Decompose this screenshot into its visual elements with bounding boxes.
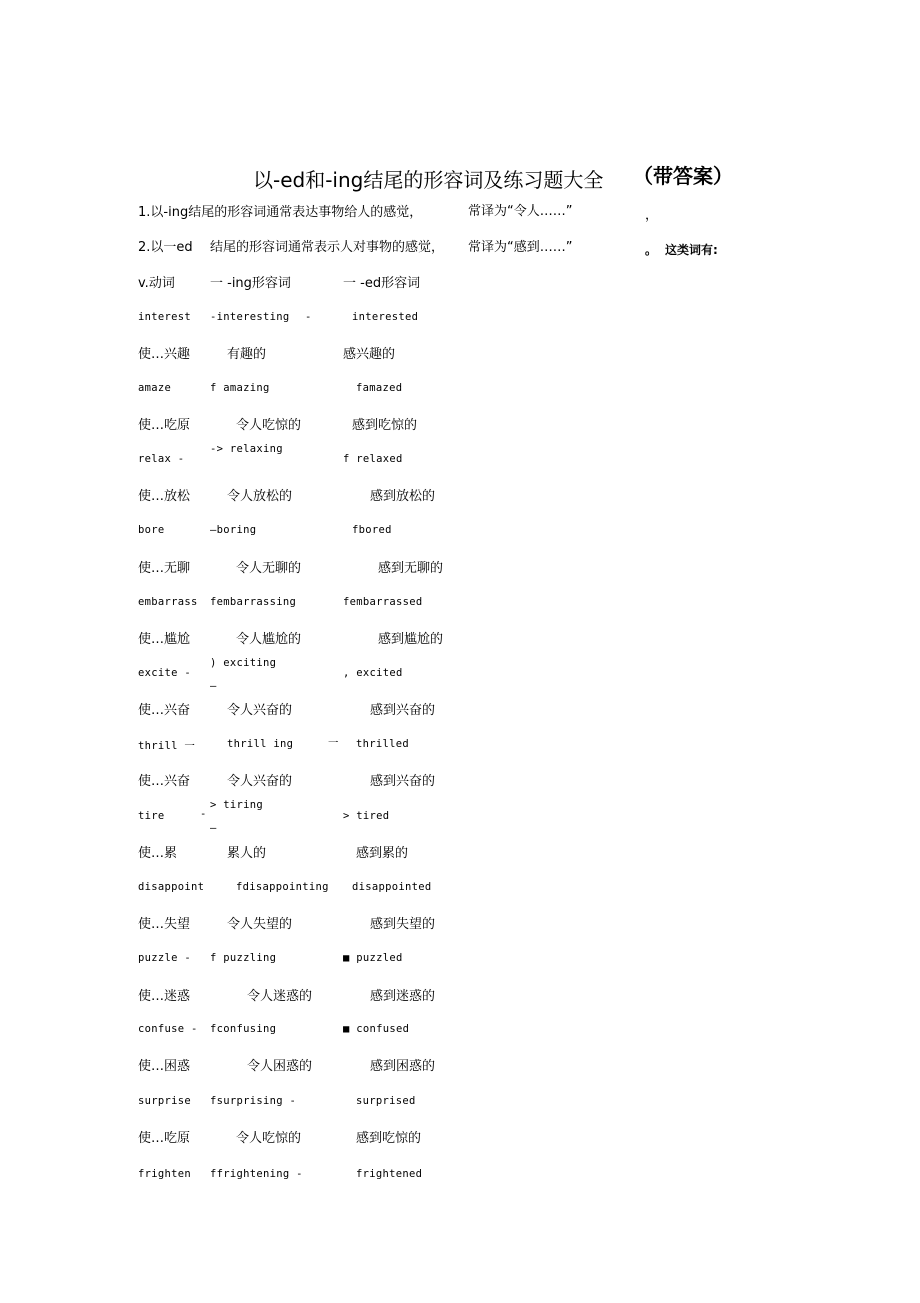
ed-meaning: 感到尴尬的 <box>378 632 444 647</box>
ing-word: f amazing <box>210 382 270 394</box>
verb-meaning: 使…失望 <box>138 917 191 932</box>
ed-word: fbored <box>352 524 392 536</box>
rule1-trail: ， <box>645 208 659 223</box>
ed-meaning: 感到迷惑的 <box>370 989 436 1004</box>
dash-mark: - <box>200 808 207 820</box>
ed-meaning: 感到吃惊的 <box>356 1131 422 1146</box>
verb-word: puzzle - <box>138 952 191 964</box>
ing-word: fembarrassing <box>210 596 297 608</box>
verb-word: bore <box>138 524 165 536</box>
ed-word: > tired <box>343 810 390 822</box>
dash-mark: — <box>210 822 217 834</box>
ing-word: > tiring <box>210 799 263 811</box>
ing-meaning: 令人无聊的 <box>236 561 302 576</box>
ed-meaning: 感到兴奋的 <box>370 703 436 718</box>
ing-word: f puzzling <box>210 952 277 964</box>
ing-word: fdisappointing <box>236 881 329 893</box>
rule2-translation: 常译为“感到……” <box>468 240 573 255</box>
ing-word: -interesting <box>210 311 290 323</box>
verb-word: amaze <box>138 382 172 394</box>
ing-meaning: 令人迷惑的 <box>247 989 313 1004</box>
title-suffix: （带答案） <box>633 164 733 188</box>
dash-mark: 一 <box>328 737 339 749</box>
verb-word: tire <box>138 810 165 822</box>
verb-meaning: 使…吃原 <box>138 418 191 433</box>
ing-word: —boring <box>210 524 257 536</box>
header-ing: 一 -ing形容词 <box>210 276 291 291</box>
ed-word: thrilled <box>356 738 409 750</box>
verb-meaning: 使…兴奋 <box>138 703 191 718</box>
ing-word: fsurprising - <box>210 1095 297 1107</box>
ing-meaning: 令人困惑的 <box>247 1059 313 1074</box>
ed-meaning: 感到累的 <box>356 846 409 861</box>
verb-meaning: 使…无聊 <box>138 561 191 576</box>
rule2-trail-note: 这类词有: <box>665 243 718 257</box>
ed-word: ■ puzzled <box>343 952 403 964</box>
ed-word: surprised <box>356 1095 416 1107</box>
ed-word: ■ confused <box>343 1023 410 1035</box>
dash-mark: - <box>305 311 312 323</box>
ing-meaning: 令人尴尬的 <box>236 632 302 647</box>
verb-meaning: 使…困惑 <box>138 1059 191 1074</box>
ing-word: fconfusing <box>210 1023 277 1035</box>
rule1-text: 1.以-ing结尾的形容词通常表达事物给人的感觉， <box>138 205 423 220</box>
verb-word: frighten <box>138 1168 191 1180</box>
ing-meaning: 令人失望的 <box>227 917 293 932</box>
ing-meaning: 令人吃惊的 <box>236 1131 302 1146</box>
ed-meaning: 感到放松的 <box>370 489 436 504</box>
ed-meaning: 感到失望的 <box>370 917 436 932</box>
rule2-trail-dot: 。 <box>645 243 658 257</box>
verb-word: surprise <box>138 1095 191 1107</box>
ed-word: frightened <box>356 1168 423 1180</box>
ed-word: famazed <box>356 382 403 394</box>
verb-word: confuse - <box>138 1023 198 1035</box>
rule1-translation: 常译为“令人……” <box>468 204 573 219</box>
ed-word: , excited <box>343 667 403 679</box>
verb-word: embarrass <box>138 596 198 608</box>
ing-word: ffrightening - <box>210 1168 303 1180</box>
ing-meaning: 令人兴奋的 <box>227 774 293 789</box>
rule2-text-a: 2.以一ed <box>138 240 193 255</box>
page-title: 以-ed和-ing结尾的形容词及练习题大全 <box>253 168 604 192</box>
verb-meaning: 使…累 <box>138 846 178 861</box>
verb-meaning: 使…兴奋 <box>138 774 191 789</box>
ing-meaning: 令人吃惊的 <box>236 418 302 433</box>
ed-word: f relaxed <box>343 453 403 465</box>
verb-word: thrill 一 <box>138 740 196 752</box>
ing-meaning: 累人的 <box>227 846 267 861</box>
ed-meaning: 感到兴奋的 <box>370 774 436 789</box>
verb-word: interest <box>138 311 191 323</box>
ed-meaning: 感兴趣的 <box>343 347 396 362</box>
ed-word: interested <box>352 311 419 323</box>
ed-word: disappointed <box>352 881 432 893</box>
verb-word: relax - <box>138 453 185 465</box>
verb-word: excite - <box>138 667 191 679</box>
ing-meaning: 令人兴奋的 <box>227 703 293 718</box>
ing-meaning: 有趣的 <box>227 347 267 362</box>
verb-meaning: 使…吃原 <box>138 1131 191 1146</box>
ing-word: -> relaxing <box>210 443 283 455</box>
verb-meaning: 使…迷惑 <box>138 989 191 1004</box>
rule2-text-b: 结尾的形容词通常表示人对事物的感觉， <box>210 240 445 255</box>
ed-word: fembarrassed <box>343 596 423 608</box>
verb-meaning: 使…放松 <box>138 489 191 504</box>
header-ed: 一 -ed形容词 <box>343 276 421 291</box>
ing-meaning: 令人放松的 <box>227 489 293 504</box>
ed-meaning: 感到无聊的 <box>378 561 444 576</box>
ed-meaning: 感到吃惊的 <box>352 418 418 433</box>
ed-meaning: 感到困惑的 <box>370 1059 436 1074</box>
verb-word: disappoint <box>138 881 205 893</box>
verb-meaning: 使…兴趣 <box>138 347 191 362</box>
ing-word: ) exciting <box>210 657 277 669</box>
dash-mark: — <box>210 680 217 692</box>
header-verb: v.动词 <box>138 276 175 291</box>
ing-word: thrill ing <box>227 738 294 750</box>
verb-meaning: 使…尴尬 <box>138 632 191 647</box>
